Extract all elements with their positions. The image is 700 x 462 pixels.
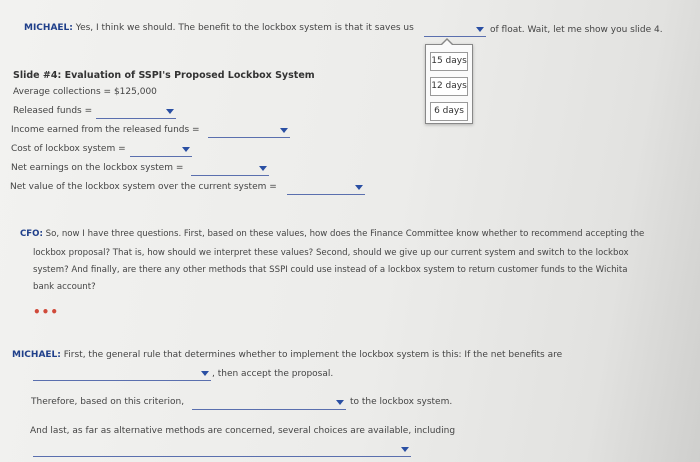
chevron-down-icon [401, 447, 409, 452]
speaker-label: MICHAEL: [24, 23, 73, 33]
therefore-label: Therefore, based on this criterion, [31, 397, 185, 407]
cost-dropdown[interactable] [130, 144, 192, 157]
released-funds-label: Released funds = [13, 106, 93, 116]
average-collections: Average collections = $125,000 [13, 87, 157, 97]
intro-text-after: of float. Wait, let me show you slide 4. [490, 25, 663, 35]
dropdown-option[interactable]: 6 days [430, 102, 468, 121]
speaker-label: CFO: [20, 229, 43, 239]
dropdown-option[interactable]: 15 days [430, 52, 468, 71]
cfo-line-1 [20, 229, 644, 239]
released-funds-dropdown[interactable] [96, 106, 176, 119]
intro-text: Yes, I think we should. The benefit to the lockbox system is that it saves us [75, 23, 414, 33]
alternatives-line: And last, as far as alternative methods are concerned, several choices are available, including [30, 426, 456, 436]
cfo-text: So, now I have three questions. First, based on these values, how does the Finance Committee know whether to recommend accepting the [45, 229, 645, 239]
then-accept-text: , then accept the proposal. [212, 369, 334, 379]
chevron-down-icon [336, 400, 344, 405]
response-text: First, the general rule that determines whether to implement the lockbox system is this: If the net benefits are [63, 350, 563, 360]
decision-dropdown[interactable] [192, 397, 346, 410]
net-earnings-label: Net earnings on the lockbox system = [11, 163, 184, 173]
chevron-down-icon [201, 371, 209, 376]
chevron-down-icon [259, 166, 267, 171]
michael-intro-line [24, 23, 414, 33]
alternatives-dropdown[interactable] [33, 444, 411, 457]
net-value-dropdown[interactable] [287, 182, 365, 195]
float-dropdown[interactable] [424, 24, 486, 37]
cfo-line-4: bank account? [33, 282, 96, 292]
typing-indicator: ••• [33, 305, 60, 319]
net-value-label: Net value of the lockbox system over the current system = [10, 182, 277, 192]
chevron-down-icon [166, 109, 174, 114]
menu-caret-inner [442, 40, 452, 45]
income-earned-label: Income earned from the released funds = [11, 125, 200, 135]
slide-title: Slide #4: Evaluation of SSPI's Proposed Lockbox System [13, 70, 315, 81]
float-dropdown-menu [425, 44, 473, 124]
income-earned-dropdown[interactable] [208, 125, 290, 138]
speaker-label: MICHAEL: [12, 350, 61, 360]
chevron-down-icon [476, 27, 484, 32]
cfo-line-3: system? And finally, are there any other methods that SSPI could use instead of a lockbox system to return customer funds to the Wichita [33, 265, 628, 275]
therefore-after: to the lockbox system. [350, 397, 453, 407]
chevron-down-icon [355, 185, 363, 190]
net-earnings-dropdown[interactable] [191, 163, 269, 176]
cfo-line-2: lockbox proposal? That is, how should we interpret these values? Second, should we give up our current system and switch to the lockbox [33, 248, 629, 258]
michael-response-line-1 [12, 350, 562, 360]
net-benefits-dropdown[interactable] [33, 368, 211, 381]
chevron-down-icon [182, 147, 190, 152]
cost-label: Cost of lockbox system = [11, 144, 126, 154]
dropdown-option[interactable]: 12 days [430, 77, 468, 96]
chevron-down-icon [280, 128, 288, 133]
